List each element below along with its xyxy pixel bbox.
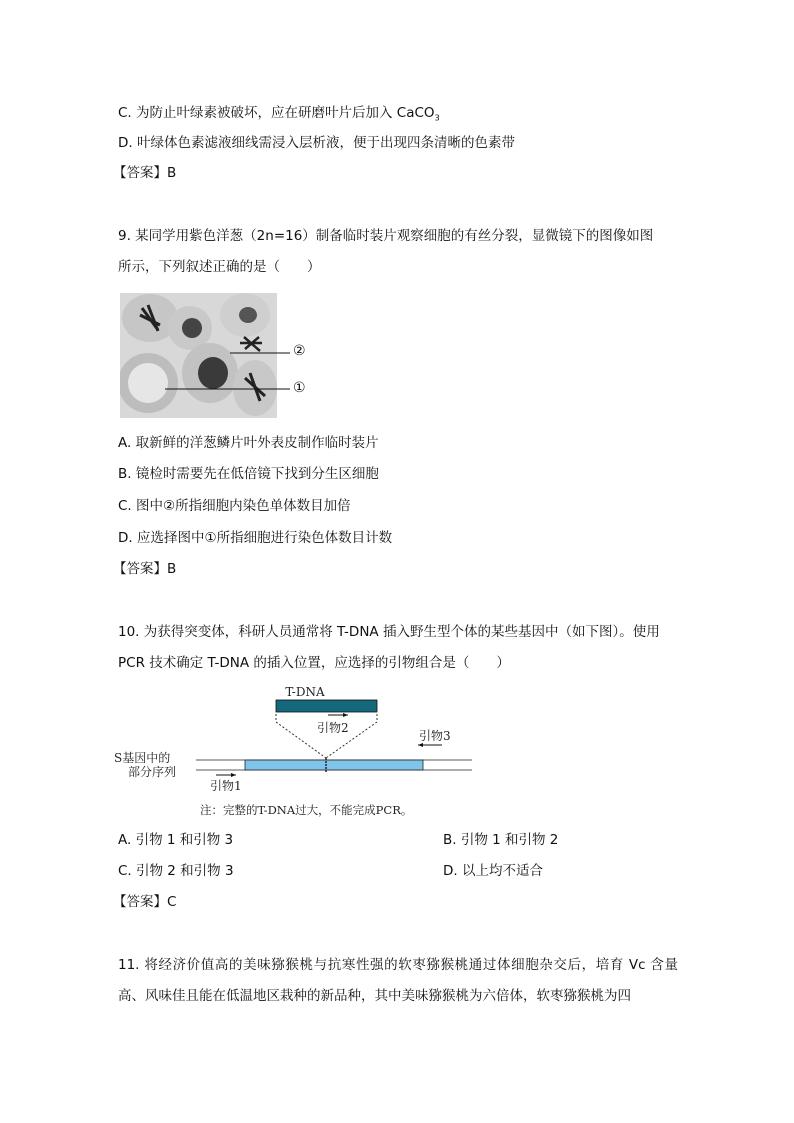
tdna-bar	[276, 700, 377, 712]
q10-option-c: C. 引物 2 和引物 3	[118, 863, 234, 879]
q9-answer: 【答案】B	[113, 561, 177, 577]
q8-option-d: D. 叶绿体色素滤液细线需浸入层析液，便于出现四条清晰的色素带	[118, 135, 515, 151]
gene-label-1: S基因中的	[114, 751, 171, 765]
primer2-label: 引物2	[317, 721, 349, 735]
primer1-label: 引物1	[210, 779, 242, 793]
gene-label-2: 部分序列	[128, 765, 177, 779]
q10-option-d: D. 以上均不适合	[443, 863, 543, 879]
q8-option-c	[118, 104, 440, 128]
q9-stem-line2: 所示，下列叙述正确的是（ ）	[118, 259, 321, 275]
diagram-note: 注：完整的T-DNA过大，不能完成PCR。	[200, 803, 413, 817]
q8-answer: 【答案】B	[113, 165, 177, 181]
q9-option-c: C. 图中②所指细胞内染色单体数目加倍	[118, 498, 351, 514]
primer3-label: 引物3	[419, 729, 451, 743]
gene-segment	[245, 760, 423, 770]
q9-option-a: A. 取新鲜的洋葱鳞片叶外表皮制作临时装片	[118, 435, 379, 451]
q9-option-d: D. 应选择图中①所指细胞进行染色体数目计数	[118, 530, 393, 546]
q9-option-b: B. 镜检时需要先在低倍镜下找到分生区细胞	[118, 466, 379, 482]
label-circled-1: ①	[293, 380, 306, 396]
tdna-diagram	[112, 682, 472, 822]
q11-stem: 11. 将经济价值高的美味猕猴桃与抗寒性强的软枣猕猴桃通过体细胞杂交后，培育 Vc 含量高、风味佳且能在低温地区栽种的新品种，其中美味猕猴桃为六倍体，软枣猕猴桃为四	[118, 957, 678, 1004]
q8-option-c-text: C. 为防止叶绿素被破坏，应在研磨叶片后加入 CaCO	[118, 105, 435, 121]
q10-option-b: B. 引物 1 和引物 2	[443, 832, 559, 848]
q10-answer: 【答案】C	[113, 894, 177, 910]
q10-option-a: A. 引物 1 和引物 3	[118, 832, 234, 848]
tdna-label: T-DNA	[285, 685, 325, 699]
q10-stem-line1: 10. 为获得突变体，科研人员通常将 T-DNA 插入野生型个体的某些基因中（如下图）。使用	[118, 624, 660, 640]
leader-lines	[250, 340, 290, 400]
q9-stem-line1: 9. 某同学用紫色洋葱（2n=16）制备临时装片观察细胞的有丝分裂，显微镜下的图像如图	[118, 228, 654, 244]
q10-stem-line2: PCR 技术确定 T-DNA 的插入位置，应选择的引物组合是（ ）	[118, 655, 510, 671]
subscript: 3	[434, 113, 440, 123]
label-circled-2: ②	[293, 343, 306, 359]
